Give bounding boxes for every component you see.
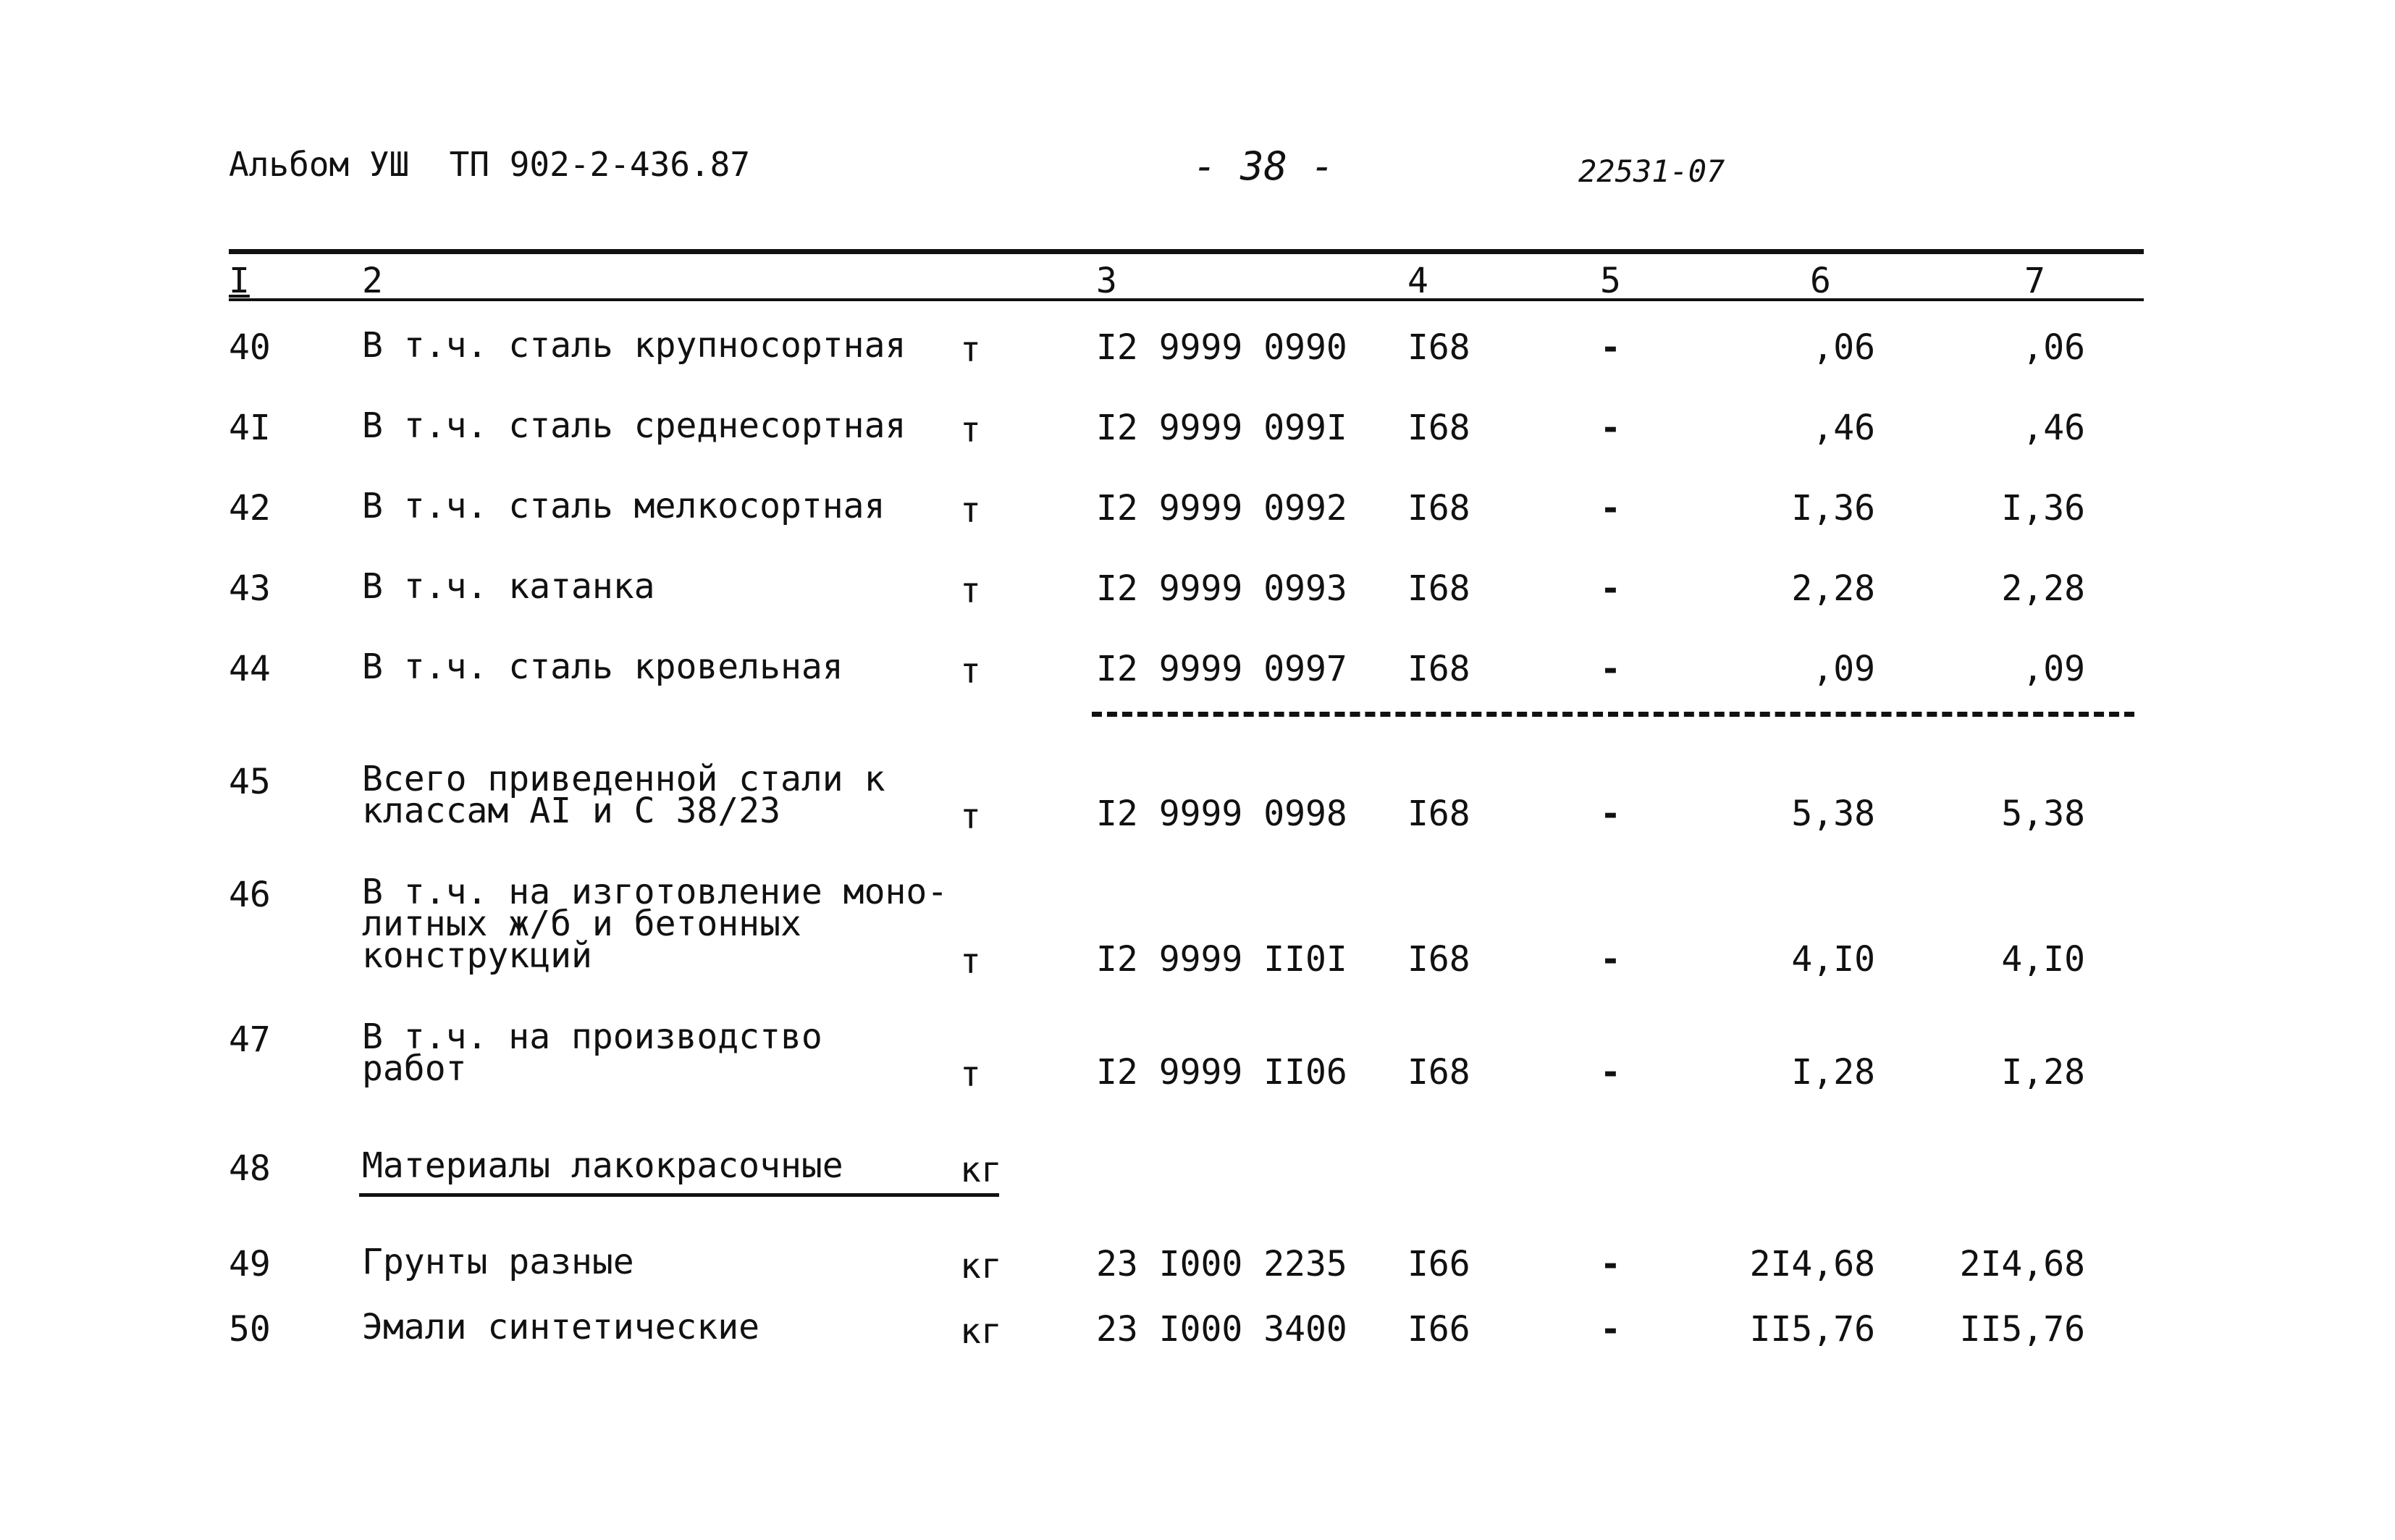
project-number: ТП 902-2-436.87 xyxy=(449,145,751,184)
column-4-value: I68 xyxy=(1407,327,1470,368)
column-7-value: 2,28 xyxy=(2001,568,2085,609)
material-code: 23 I000 3400 xyxy=(1096,1309,1347,1350)
column-6-value: 2I4,68 xyxy=(1749,1244,1875,1284)
column-heading-5: 5 xyxy=(1600,261,1621,301)
column-5-value: - xyxy=(1600,488,1621,529)
row-number: 49 xyxy=(229,1244,271,1284)
unit: т xyxy=(960,1054,981,1095)
unit: т xyxy=(960,410,981,450)
unit: т xyxy=(960,941,981,982)
column-4-value: I68 xyxy=(1407,408,1470,448)
unit: т xyxy=(960,329,981,370)
column-7-value: I,28 xyxy=(2001,1052,2085,1093)
column-4-value: I68 xyxy=(1407,1052,1470,1093)
column-5-value: - xyxy=(1600,408,1621,448)
row-number: 44 xyxy=(229,649,271,689)
material-code: I2 9999 099I xyxy=(1096,408,1347,448)
album-label: Альбом УШ xyxy=(229,145,410,184)
dashed-separator xyxy=(1092,712,2134,717)
material-name: Материалы лакокрасочные xyxy=(362,1145,843,1186)
material-code: I2 9999 II0I xyxy=(1096,939,1347,980)
material-name: В т.ч. сталь среднесортная xyxy=(362,405,906,446)
unit: кг xyxy=(960,1311,1002,1352)
column-heading-7: 7 xyxy=(2024,261,2045,301)
column-4-value: I68 xyxy=(1407,649,1470,689)
column-heading-1: I xyxy=(229,261,250,301)
column-5-value: - xyxy=(1600,939,1621,980)
column-6-value: 2,28 xyxy=(1791,568,1875,609)
material-code: 23 I000 2235 xyxy=(1096,1244,1347,1284)
row-number: 48 xyxy=(229,1148,271,1189)
document-code: 22531-07 xyxy=(1578,153,1725,189)
column-5-value: - xyxy=(1600,1052,1621,1093)
row-number: 45 xyxy=(229,762,271,802)
material-name: Эмали синтетические xyxy=(362,1307,760,1347)
column-7-value: I,36 xyxy=(2001,488,2085,529)
table-header-rule xyxy=(229,298,2144,301)
column-6-value: ,09 xyxy=(1812,649,1875,689)
row-number: 43 xyxy=(229,568,271,609)
material-code: I2 9999 0998 xyxy=(1096,794,1347,834)
column-5-value: - xyxy=(1600,568,1621,609)
column-5-value: - xyxy=(1600,1309,1621,1350)
material-name: В т.ч. сталь мелкосортная xyxy=(362,486,885,526)
column-4-value: I68 xyxy=(1407,568,1470,609)
album-title xyxy=(229,145,750,184)
column-6-value: I,28 xyxy=(1791,1052,1875,1093)
row-number: 40 xyxy=(229,327,271,368)
column-7-value: ,09 xyxy=(2022,649,2085,689)
unit: кг xyxy=(960,1150,1002,1190)
column-7-value: 4,I0 xyxy=(2001,939,2085,980)
page-number: - 38 - xyxy=(1193,143,1335,189)
column-4-value: I66 xyxy=(1407,1244,1470,1284)
column-4-value: I68 xyxy=(1407,794,1470,834)
unit: т xyxy=(960,571,981,611)
material-name: В т.ч. сталь крупносортная xyxy=(362,325,906,366)
row-number: 47 xyxy=(229,1019,271,1060)
unit: т xyxy=(960,796,981,837)
material-code: I2 9999 II06 xyxy=(1096,1052,1347,1093)
column-heading-2: 2 xyxy=(362,261,383,301)
section-underline xyxy=(359,1193,999,1197)
column-6-value: I,36 xyxy=(1791,488,1875,529)
row-number: 46 xyxy=(229,875,271,915)
row-number: 42 xyxy=(229,488,271,529)
column-5-value: - xyxy=(1600,649,1621,689)
material-code: I2 9999 0990 xyxy=(1096,327,1347,368)
column-7-value: 5,38 xyxy=(2001,794,2085,834)
column-heading-4: 4 xyxy=(1407,261,1428,301)
unit: кг xyxy=(960,1246,1002,1287)
column-6-value: ,46 xyxy=(1812,408,1875,448)
column-6-value: II5,76 xyxy=(1749,1309,1875,1350)
material-name: В т.ч. сталь кровельная xyxy=(362,647,843,687)
material-code: I2 9999 0997 xyxy=(1096,649,1347,689)
material-name: Грунты разные xyxy=(362,1242,634,1282)
column-5-value: - xyxy=(1600,794,1621,834)
column-5-value: - xyxy=(1600,327,1621,368)
column-6-value: ,06 xyxy=(1812,327,1875,368)
material-name: В т.ч. на производство работ xyxy=(362,1017,822,1089)
column-7-value: 2I4,68 xyxy=(1959,1244,2085,1284)
column-6-value: 5,38 xyxy=(1791,794,1875,834)
column-7-value: ,06 xyxy=(2022,327,2085,368)
column-4-value: I66 xyxy=(1407,1309,1470,1350)
column-7-value: ,46 xyxy=(2022,408,2085,448)
unit: т xyxy=(960,490,981,531)
column-7-value: II5,76 xyxy=(1959,1309,2085,1350)
column-4-value: I68 xyxy=(1407,488,1470,529)
table-top-rule xyxy=(229,249,2144,254)
column-6-value: 4,I0 xyxy=(1791,939,1875,980)
row-number: 4I xyxy=(229,408,271,448)
material-name: Всего приведенной стали к классам AI и С 38/23 xyxy=(362,759,885,831)
material-name: В т.ч. катанка xyxy=(362,566,655,607)
column-5-value: - xyxy=(1600,1244,1621,1284)
column-heading-6: 6 xyxy=(1810,261,1831,301)
column-4-value: I68 xyxy=(1407,939,1470,980)
material-code: I2 9999 0993 xyxy=(1096,568,1347,609)
material-name: В т.ч. на изготовление моно- литных ж/б и бетонных конструкций xyxy=(362,872,948,976)
material-code: I2 9999 0992 xyxy=(1096,488,1347,529)
row-number: 50 xyxy=(229,1309,271,1350)
unit: т xyxy=(960,651,981,691)
column-heading-3: 3 xyxy=(1096,261,1117,301)
